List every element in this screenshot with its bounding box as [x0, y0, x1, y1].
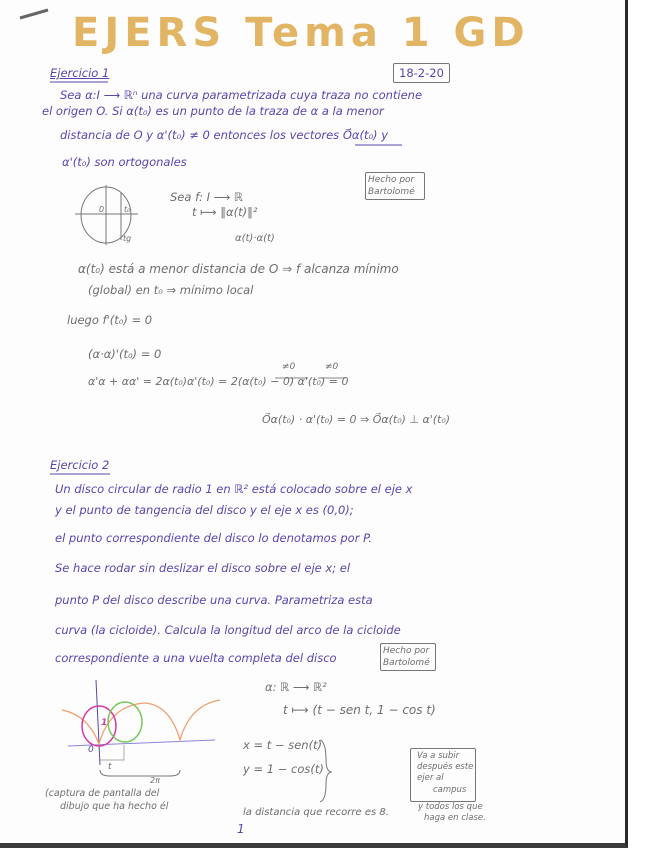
diagram-label: 1	[101, 718, 108, 728]
note-line: campus	[433, 785, 467, 795]
date-box: 18-2-20	[393, 63, 450, 83]
statement-line: Se hace rodar sin deslizar el disco sobre el eje x; el	[55, 561, 351, 575]
page-title: EJERS Tema 1 GD	[72, 10, 530, 56]
function-def: α(t)·α(t)	[235, 233, 275, 244]
note-line: Va a subir	[417, 751, 460, 761]
diagram-label: tg	[123, 234, 132, 243]
diagram-label: t₀	[124, 205, 131, 214]
function-def: t ⟼ ‖α(t)‖²	[192, 205, 258, 219]
proof-line: (global) en t₀ ⇒ mínimo local	[88, 283, 254, 297]
diagram-label: 0	[99, 205, 105, 214]
statement-line: Un disco circular de radio 1 en ℝ² está colocado sobre el eje x	[55, 482, 413, 496]
result-text: la distancia que recorre es 8.	[243, 807, 389, 818]
statement-line: Sea α:I ⟶ ℝⁿ una curva parametrizada cuya traza no contiene	[60, 88, 423, 102]
note-line: ejer al	[417, 773, 444, 783]
exercise-1-heading: Ejercicio 1	[50, 66, 110, 80]
function-def: Sea f: I ⟶ ℝ	[170, 190, 243, 204]
exercise-2-heading: Ejercicio 2	[50, 458, 110, 472]
proof-line: α(t₀) está a menor distancia de O ⇒ f alcanza mínimo	[78, 262, 399, 276]
diagram-label: 0	[88, 745, 94, 755]
made-by-note: Hecho por Bartolomé	[380, 643, 436, 671]
statement-line: punto P del disco describe una curva. Parametriza esta	[55, 593, 373, 607]
statement-line: y el punto de tangencia del disco y el eje x es (0,0);	[55, 503, 354, 517]
statement-line: curva (la cicloide). Calcula la longitud del arco de la cicloide	[55, 623, 401, 637]
made-by-note: Hecho por Bartolomé	[365, 172, 425, 200]
statement-line: correspondiente a una vuelta completa del disco	[55, 651, 337, 665]
caption-line: dibujo que ha hecho él	[60, 801, 169, 812]
page-number: 1	[237, 822, 245, 836]
note-line: haga en clase.	[424, 813, 486, 823]
note-line: después este	[417, 762, 474, 772]
proof-line: O⃗α(t₀) · α'(t₀) = 0 ⇒ O⃗α(t₀) ⊥ α'(t₀)	[262, 413, 451, 426]
proof-line: (α·α)'(t₀) = 0	[88, 347, 162, 361]
note-line: y todos los que	[418, 802, 483, 812]
statement-line: distancia de O y α'(t₀) ≠ 0 entonces los vectores O⃗α(t₀) y	[60, 128, 389, 142]
statement-line: el punto correspondiente del disco lo denotamos por P.	[55, 531, 373, 545]
equation: x = t − sen(t)	[243, 738, 323, 752]
note-box	[410, 748, 476, 802]
diagram-label: t	[108, 762, 112, 772]
statement-line: α'(t₀) son ortogonales	[62, 155, 187, 169]
pencil-mark	[20, 10, 48, 18]
statement-line: el origen O. Si α(t₀) es un punto de la traza de α a la menor	[42, 104, 384, 118]
parametrization: t ⟼ (t − sen t, 1 − cos t)	[283, 703, 436, 717]
equation: y = 1 − cos(t)	[243, 762, 324, 776]
diagram-label: 2π	[150, 776, 160, 785]
proof-annotation: ≠0	[282, 362, 296, 372]
proof-line: luego f'(t₀) = 0	[67, 313, 153, 327]
proof-annotation: ≠0	[325, 362, 339, 372]
parametrization: α: ℝ ⟶ ℝ²	[265, 680, 327, 694]
proof-line: α'α + αα' = 2α(t₀)α'(t₀) = 2(α(t₀) − 0) α'(t₀) = 0	[88, 375, 349, 388]
caption-line: (captura de pantalla del	[45, 788, 160, 799]
